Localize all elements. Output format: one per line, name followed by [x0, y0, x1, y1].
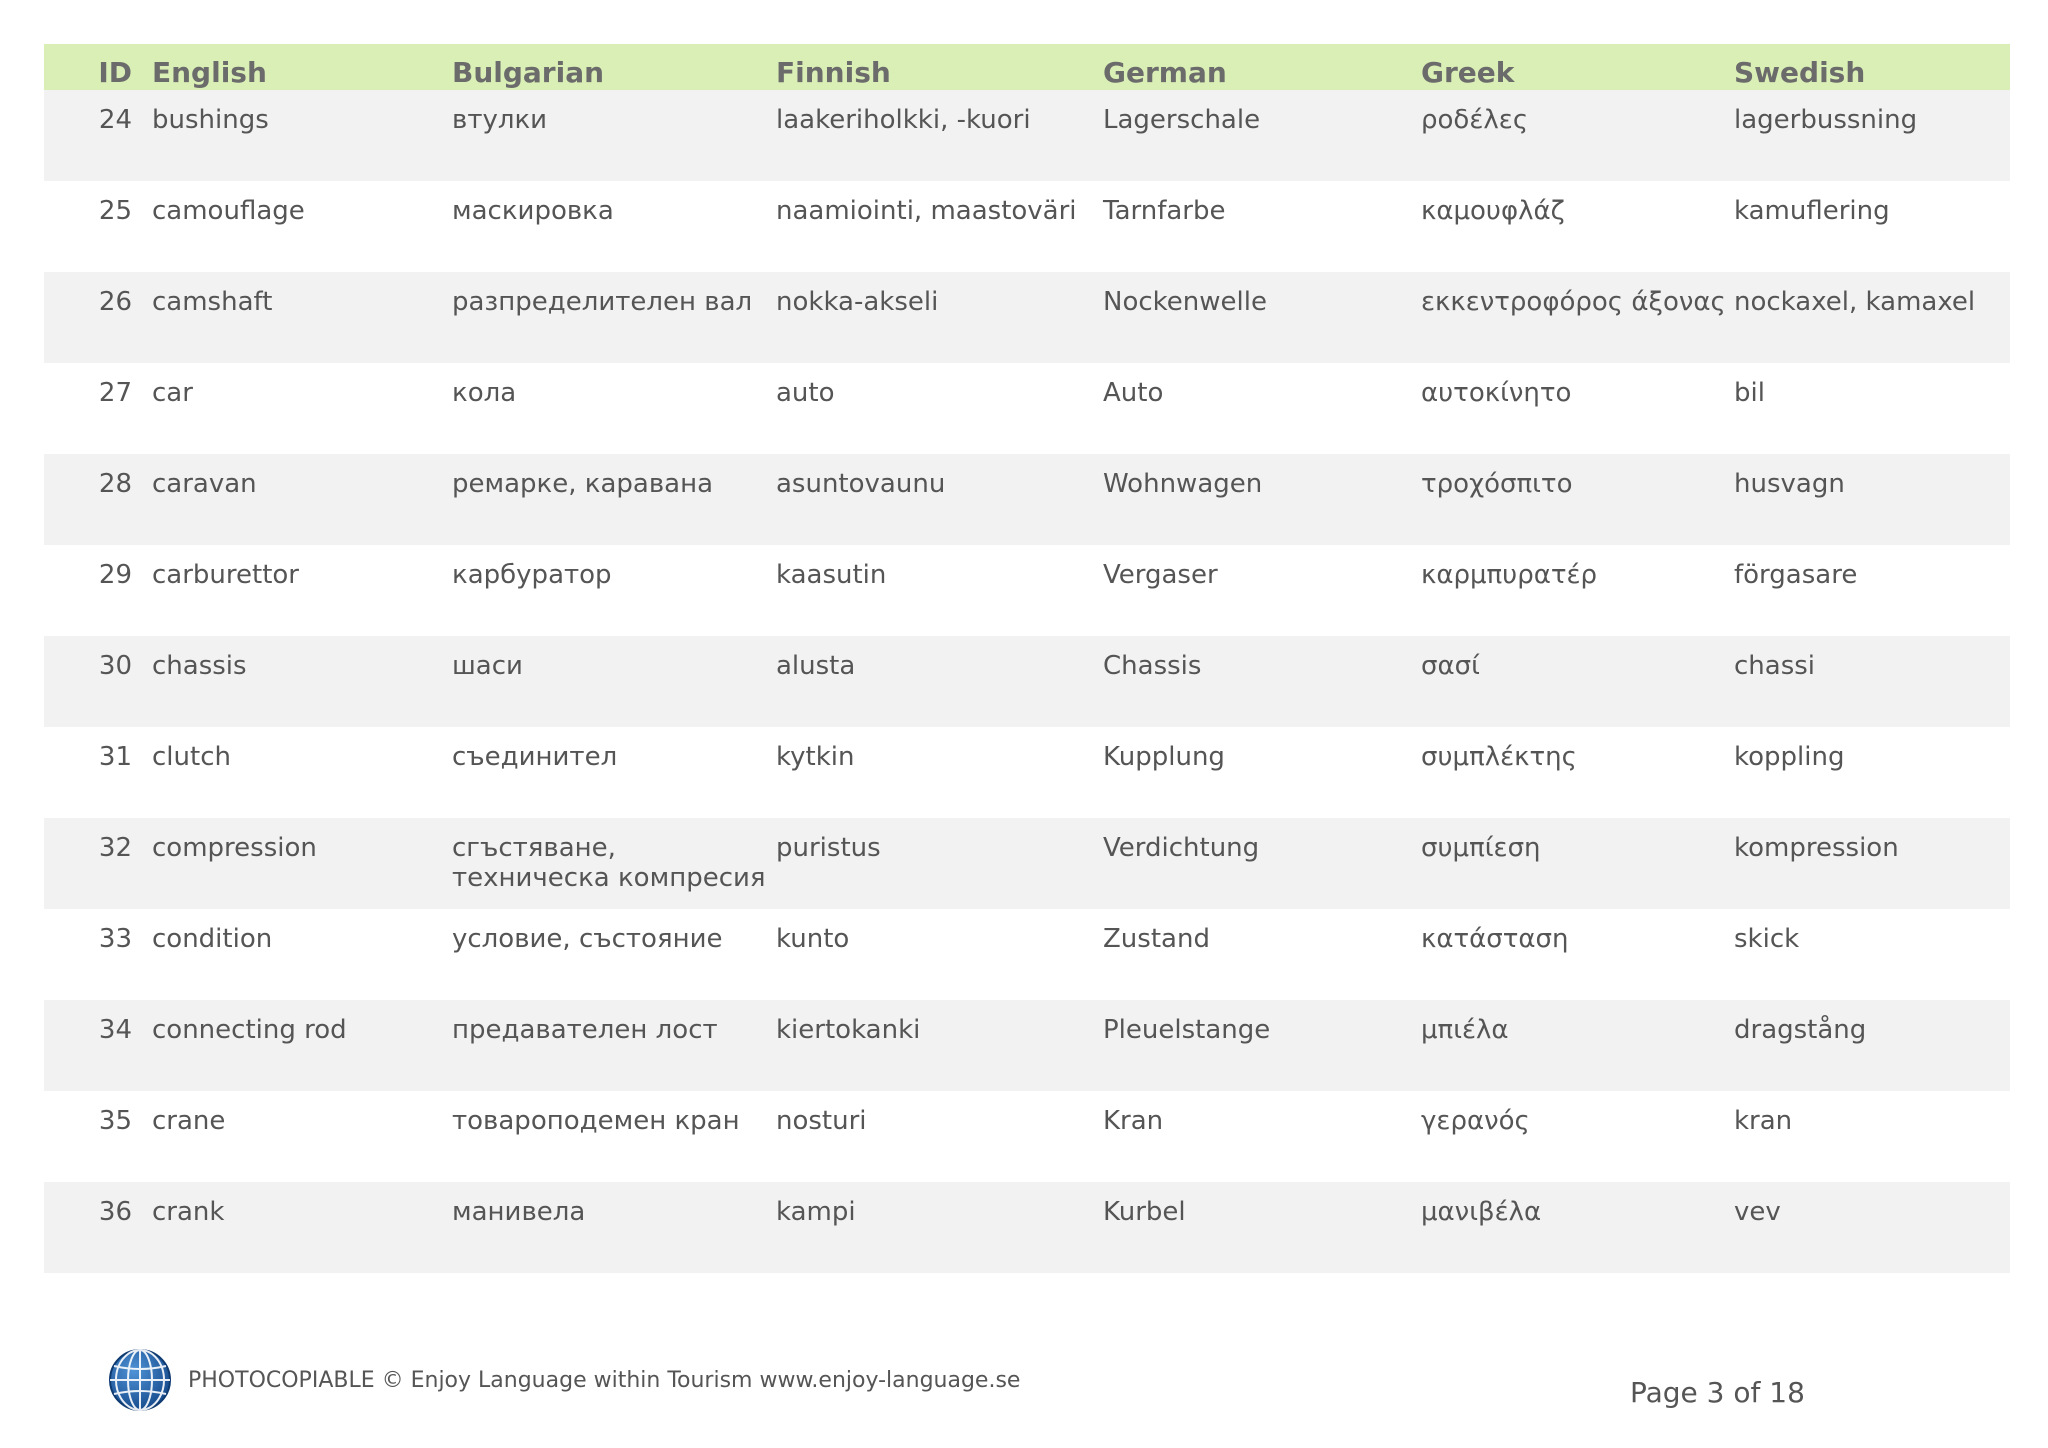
cell-id: 33: [98, 924, 132, 954]
cell-finnish: alusta: [776, 651, 856, 681]
header-german: German: [1103, 56, 1227, 89]
table-row: [44, 454, 2010, 545]
cell-english: crane: [152, 1106, 226, 1136]
cell-bulgarian: карбуратор: [452, 560, 612, 590]
cell-swedish: kompression: [1734, 833, 1899, 863]
vocabulary-table: [44, 44, 2010, 1273]
cell-german: Nockenwelle: [1103, 287, 1267, 317]
table-row: [44, 727, 2010, 818]
cell-greek: εκκεντροφόρος άξονας: [1421, 287, 1726, 317]
cell-english: bushings: [152, 105, 269, 135]
cell-id: 31: [98, 742, 132, 772]
cell-english: car: [152, 378, 193, 408]
cell-greek: ροδέλες: [1421, 105, 1529, 135]
cell-english: caravan: [152, 469, 257, 499]
cell-english: camshaft: [152, 287, 273, 317]
cell-german: Tarnfarbe: [1103, 196, 1226, 226]
cell-greek: τροχόσπιτο: [1421, 469, 1573, 499]
cell-bulgarian: шаси: [452, 651, 523, 681]
cell-finnish: nosturi: [776, 1106, 867, 1136]
cell-finnish: asuntovaunu: [776, 469, 946, 499]
cell-swedish: vev: [1734, 1197, 1781, 1227]
cell-english: chassis: [152, 651, 247, 681]
table-row: [44, 909, 2010, 1000]
cell-greek: συμπίεση: [1421, 833, 1541, 863]
table-row: [44, 545, 2010, 636]
cell-greek: μπιέλα: [1421, 1015, 1509, 1045]
copyright-text: PHOTOCOPIABLE © Enjoy Language within Tourism www.enjoy-language.se: [188, 1367, 1021, 1393]
cell-german: Kran: [1103, 1106, 1164, 1136]
cell-finnish: naamiointi, maastoväri: [776, 196, 1077, 226]
cell-bulgarian: втулки: [452, 105, 548, 135]
cell-greek: συμπλέκτης: [1421, 742, 1577, 772]
cell-finnish: kunto: [776, 924, 850, 954]
cell-bulgarian: разпределителен вал: [452, 287, 753, 317]
cell-german: Kupplung: [1103, 742, 1225, 772]
cell-greek: αυτοκίνητο: [1421, 378, 1572, 408]
cell-greek: καρμπυρατέρ: [1421, 560, 1598, 590]
cell-german: Zustand: [1103, 924, 1210, 954]
table-row: [44, 636, 2010, 727]
cell-finnish: puristus: [776, 833, 881, 863]
table-row: [44, 818, 2010, 909]
cell-greek: γερανός: [1421, 1106, 1530, 1136]
cell-german: Kurbel: [1103, 1197, 1186, 1227]
cell-finnish: kaasutin: [776, 560, 887, 590]
cell-id: 28: [98, 469, 132, 499]
cell-greek: κατάσταση: [1421, 924, 1569, 954]
cell-german: Pleuelstange: [1103, 1015, 1271, 1045]
cell-swedish: förgasare: [1734, 560, 1858, 590]
header-bulgarian: Bulgarian: [452, 56, 605, 89]
cell-bulgarian: предавателен лост: [452, 1015, 718, 1045]
cell-finnish: auto: [776, 378, 835, 408]
cell-swedish: skick: [1734, 924, 1800, 954]
cell-english: camouflage: [152, 196, 305, 226]
cell-finnish: kampi: [776, 1197, 856, 1227]
cell-bulgarian: сгъстяване, техническа компресия: [452, 833, 766, 893]
cell-bulgarian: манивела: [452, 1197, 586, 1227]
cell-bulgarian: кола: [452, 378, 517, 408]
table-row: [44, 1182, 2010, 1273]
cell-id: 26: [98, 287, 132, 317]
cell-swedish: lagerbussning: [1734, 105, 1918, 135]
cell-swedish: husvagn: [1734, 469, 1845, 499]
header-swedish: Swedish: [1734, 56, 1866, 89]
header-id: ID: [98, 56, 132, 89]
cell-greek: καμουφλάζ: [1421, 196, 1565, 226]
cell-swedish: dragstång: [1734, 1015, 1867, 1045]
table-row: [44, 1000, 2010, 1091]
table-row: [44, 363, 2010, 454]
page-number: Page 3 of 18: [1630, 1376, 1805, 1409]
cell-id: 27: [98, 378, 132, 408]
cell-id: 30: [98, 651, 132, 681]
header-english: English: [152, 56, 267, 89]
cell-english: connecting rod: [152, 1015, 347, 1045]
cell-id: 36: [98, 1197, 132, 1227]
cell-english: carburettor: [152, 560, 299, 590]
cell-swedish: nockaxel, kamaxel: [1734, 287, 1976, 317]
table-row: [44, 272, 2010, 363]
cell-english: condition: [152, 924, 273, 954]
cell-german: Auto: [1103, 378, 1164, 408]
table-header: [44, 44, 2010, 90]
cell-swedish: koppling: [1734, 742, 1845, 772]
header-finnish: Finnish: [776, 56, 891, 89]
cell-finnish: kytkin: [776, 742, 855, 772]
cell-bulgarian: ремарке, каравана: [452, 469, 714, 499]
cell-english: clutch: [152, 742, 231, 772]
cell-finnish: kiertokanki: [776, 1015, 921, 1045]
cell-id: 24: [98, 105, 132, 135]
cell-english: crank: [152, 1197, 225, 1227]
cell-english: compression: [152, 833, 317, 863]
cell-finnish: laakeriholkki, -kuori: [776, 105, 1031, 135]
cell-id: 35: [98, 1106, 132, 1136]
cell-german: Verdichtung: [1103, 833, 1260, 863]
cell-finnish: nokka-akseli: [776, 287, 939, 317]
globe-icon: [108, 1348, 172, 1412]
table-row: [44, 181, 2010, 272]
cell-german: Vergaser: [1103, 560, 1218, 590]
cell-swedish: kamuflering: [1734, 196, 1890, 226]
table-row: [44, 1091, 2010, 1182]
cell-swedish: kran: [1734, 1106, 1793, 1136]
cell-bulgarian: съединител: [452, 742, 618, 772]
table-row: [44, 90, 2010, 181]
cell-id: 29: [98, 560, 132, 590]
cell-id: 25: [98, 196, 132, 226]
cell-id: 34: [98, 1015, 132, 1045]
cell-german: Lagerschale: [1103, 105, 1261, 135]
cell-bulgarian: товароподемен кран: [452, 1106, 740, 1136]
page-footer: [108, 1348, 1020, 1412]
cell-swedish: bil: [1734, 378, 1765, 408]
header-greek: Greek: [1421, 56, 1515, 89]
cell-german: Chassis: [1103, 651, 1202, 681]
cell-greek: σασί: [1421, 651, 1480, 681]
cell-german: Wohnwagen: [1103, 469, 1263, 499]
cell-swedish: chassi: [1734, 651, 1816, 681]
cell-bulgarian: маскировка: [452, 196, 614, 226]
table-body: [44, 90, 2010, 1273]
cell-bulgarian: условие, състояние: [452, 924, 723, 954]
cell-greek: μανιβέλα: [1421, 1197, 1542, 1227]
cell-id: 32: [98, 833, 132, 863]
